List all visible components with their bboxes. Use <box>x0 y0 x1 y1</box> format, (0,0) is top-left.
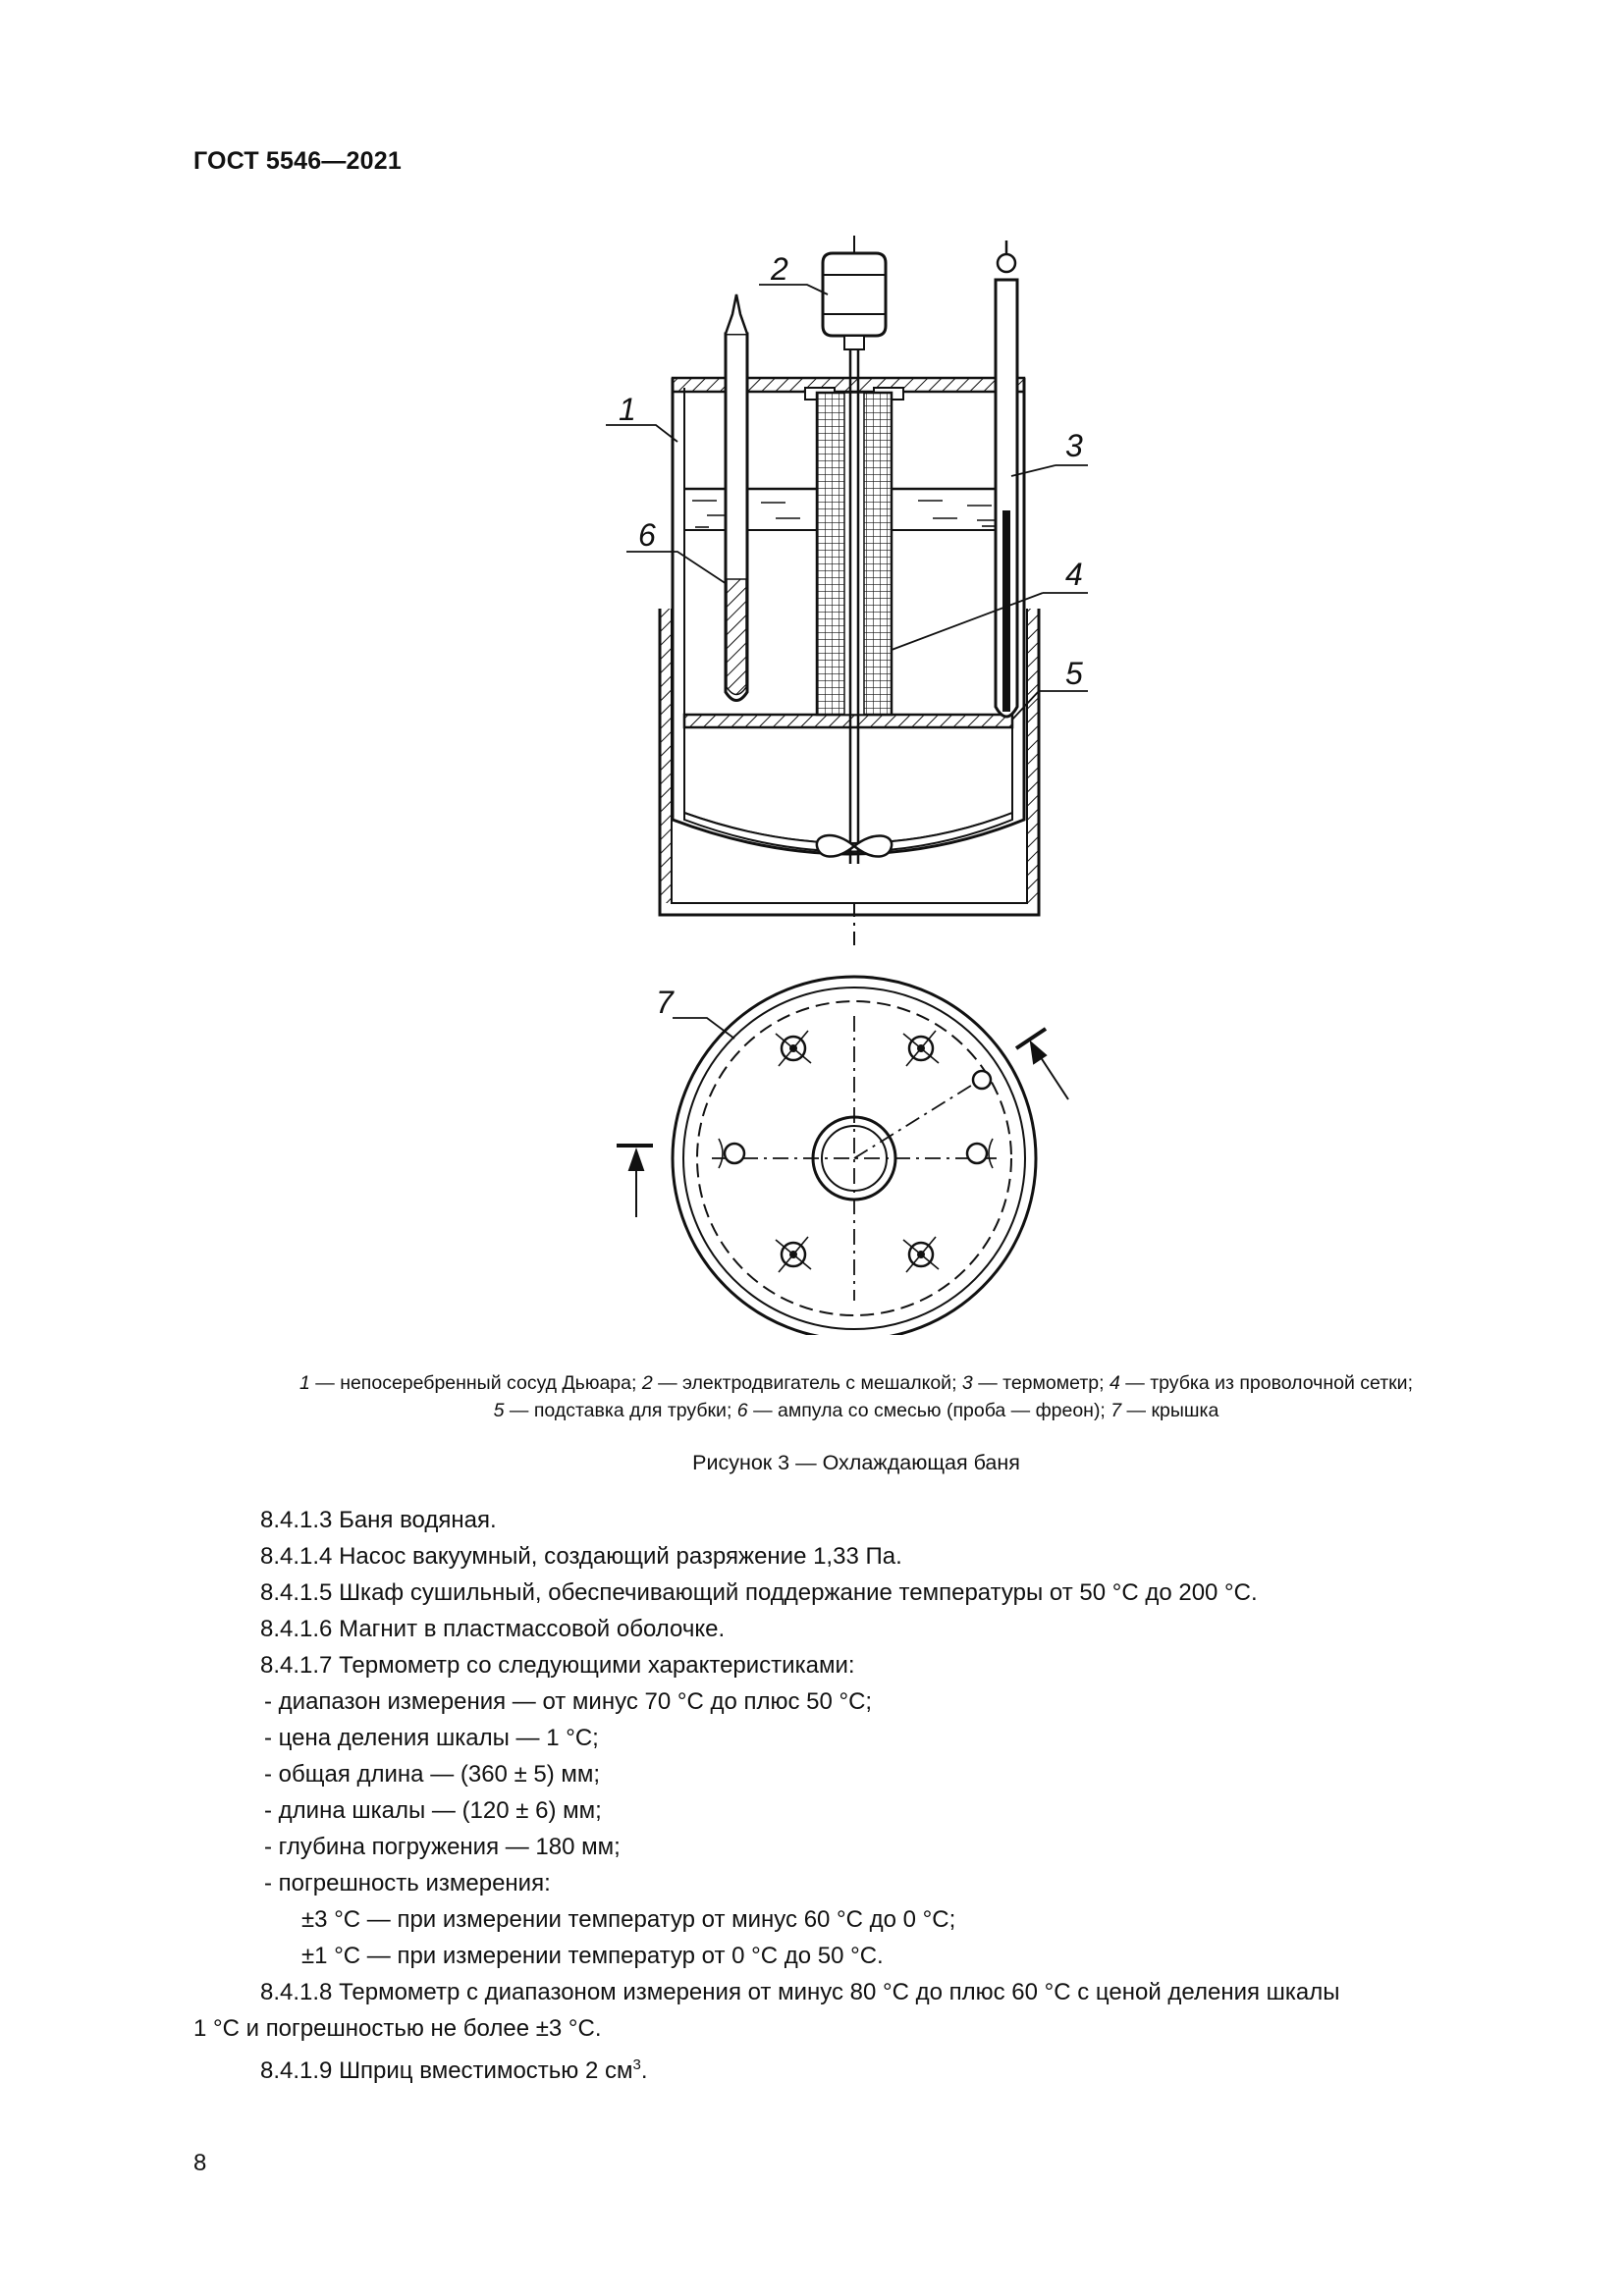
cooling-bath-figure <box>550 226 1100 1335</box>
figure-label-4 <box>1065 557 1083 592</box>
list-item: - цена деления шкалы — 1 °C; <box>264 1725 599 1751</box>
legend-text: — термометр; <box>972 1372 1110 1394</box>
legend-num: 6 <box>736 1400 748 1421</box>
legend-text: — трубка из проволочной сетки; <box>1119 1372 1413 1394</box>
legend-line-1 <box>193 1369 1519 1397</box>
legend-text: — подставка для трубки; <box>504 1400 737 1421</box>
top-view-lid <box>617 977 1068 1335</box>
sub-list-item: ±1 °C — при измерении температур от 0 °C до 50 °C. <box>301 1943 884 1969</box>
figure-label-3 <box>1065 428 1083 463</box>
figure-label-6 <box>638 517 656 553</box>
paragraph-8-4-1-8: 8.4.1.8 Термометр с диапазоном измерения от минус 80 °C до плюс 60 °C с ценой деления шкалы <box>260 1979 1340 2005</box>
figure-label-7 <box>656 985 675 1020</box>
legend-num: 1 <box>299 1372 310 1394</box>
page-number: 8 <box>193 2150 207 2176</box>
paragraph-8-4-1-5: 8.4.1.5 Шкаф сушильный, обеспечивающий поддержание температуры от 50 °C до 200 °C. <box>260 1579 1258 1606</box>
svg-text:2: 2 <box>771 251 788 287</box>
period: . <box>640 2057 648 2084</box>
figure-legend <box>193 1369 1519 1424</box>
svg-text:4: 4 <box>1065 557 1083 592</box>
legend-num: 3 <box>961 1372 973 1394</box>
body-text <box>193 1502 1539 2089</box>
paragraph-8-4-1-8-continued: 1 °C и погрешностью не более ±3 °C. <box>193 2015 602 2042</box>
paragraph-8-4-1-3: 8.4.1.3 Баня водяная. <box>260 1507 497 1533</box>
legend-num: 7 <box>1110 1400 1122 1421</box>
document-header: ГОСТ 5546—2021 <box>193 147 402 175</box>
legend-text: — электродвигатель с мешалкой; <box>652 1372 962 1394</box>
figure-label-1 <box>619 392 636 427</box>
superscript: 3 <box>632 2056 641 2073</box>
legend-num: 4 <box>1110 1372 1120 1394</box>
figure-label-5 <box>1065 656 1083 691</box>
legend-line-2 <box>193 1397 1519 1424</box>
side-view <box>606 236 1088 947</box>
svg-text:5: 5 <box>1065 656 1083 691</box>
svg-text:6: 6 <box>638 517 656 553</box>
syringe-text: 8.4.1.9 Шприц вместимостью 2 см <box>260 2057 633 2084</box>
figure-label-2 <box>770 251 788 287</box>
paragraph-8-4-1-9 <box>193 2047 1539 2089</box>
legend-text: — крышка <box>1121 1400 1219 1421</box>
svg-text:7: 7 <box>656 985 674 1020</box>
legend-text: — ампула со смесью (проба — фреон); <box>747 1400 1111 1421</box>
svg-text:1: 1 <box>619 392 636 427</box>
legend-num: 2 <box>641 1372 653 1394</box>
paragraph-8-4-1-4: 8.4.1.4 Насос вакуумный, создающий разряжение 1,33 Па. <box>260 1543 902 1570</box>
paragraph-8-4-1-6: 8.4.1.6 Магнит в пластмассовой оболочке. <box>260 1616 726 1642</box>
list-item: - глубина погружения — 180 мм; <box>264 1834 621 1860</box>
svg-text:3: 3 <box>1065 428 1083 463</box>
figure-title: Рисунок 3 — Охлаждающая баня <box>692 1451 1020 1474</box>
list-item: - общая длина — (360 ± 5) мм; <box>264 1761 601 1788</box>
legend-num: 5 <box>493 1400 505 1421</box>
paragraph-8-4-1-7: 8.4.1.7 Термометр со следующими характеристиками: <box>260 1652 855 1679</box>
list-item: - диапазон измерения — от минус 70 °C до плюс 50 °C; <box>264 1688 873 1715</box>
cooling-bath-drawing <box>550 226 1100 1335</box>
list-item: - погрешность измерения: <box>264 1870 551 1896</box>
legend-text: — непосеребренный сосуд Дьюара; <box>309 1372 642 1394</box>
sub-list-item: ±3 °C — при измерении температур от минус 60 °C до 0 °C; <box>301 1906 956 1933</box>
list-item: - длина шкалы — (120 ± 6) мм; <box>264 1797 602 1824</box>
